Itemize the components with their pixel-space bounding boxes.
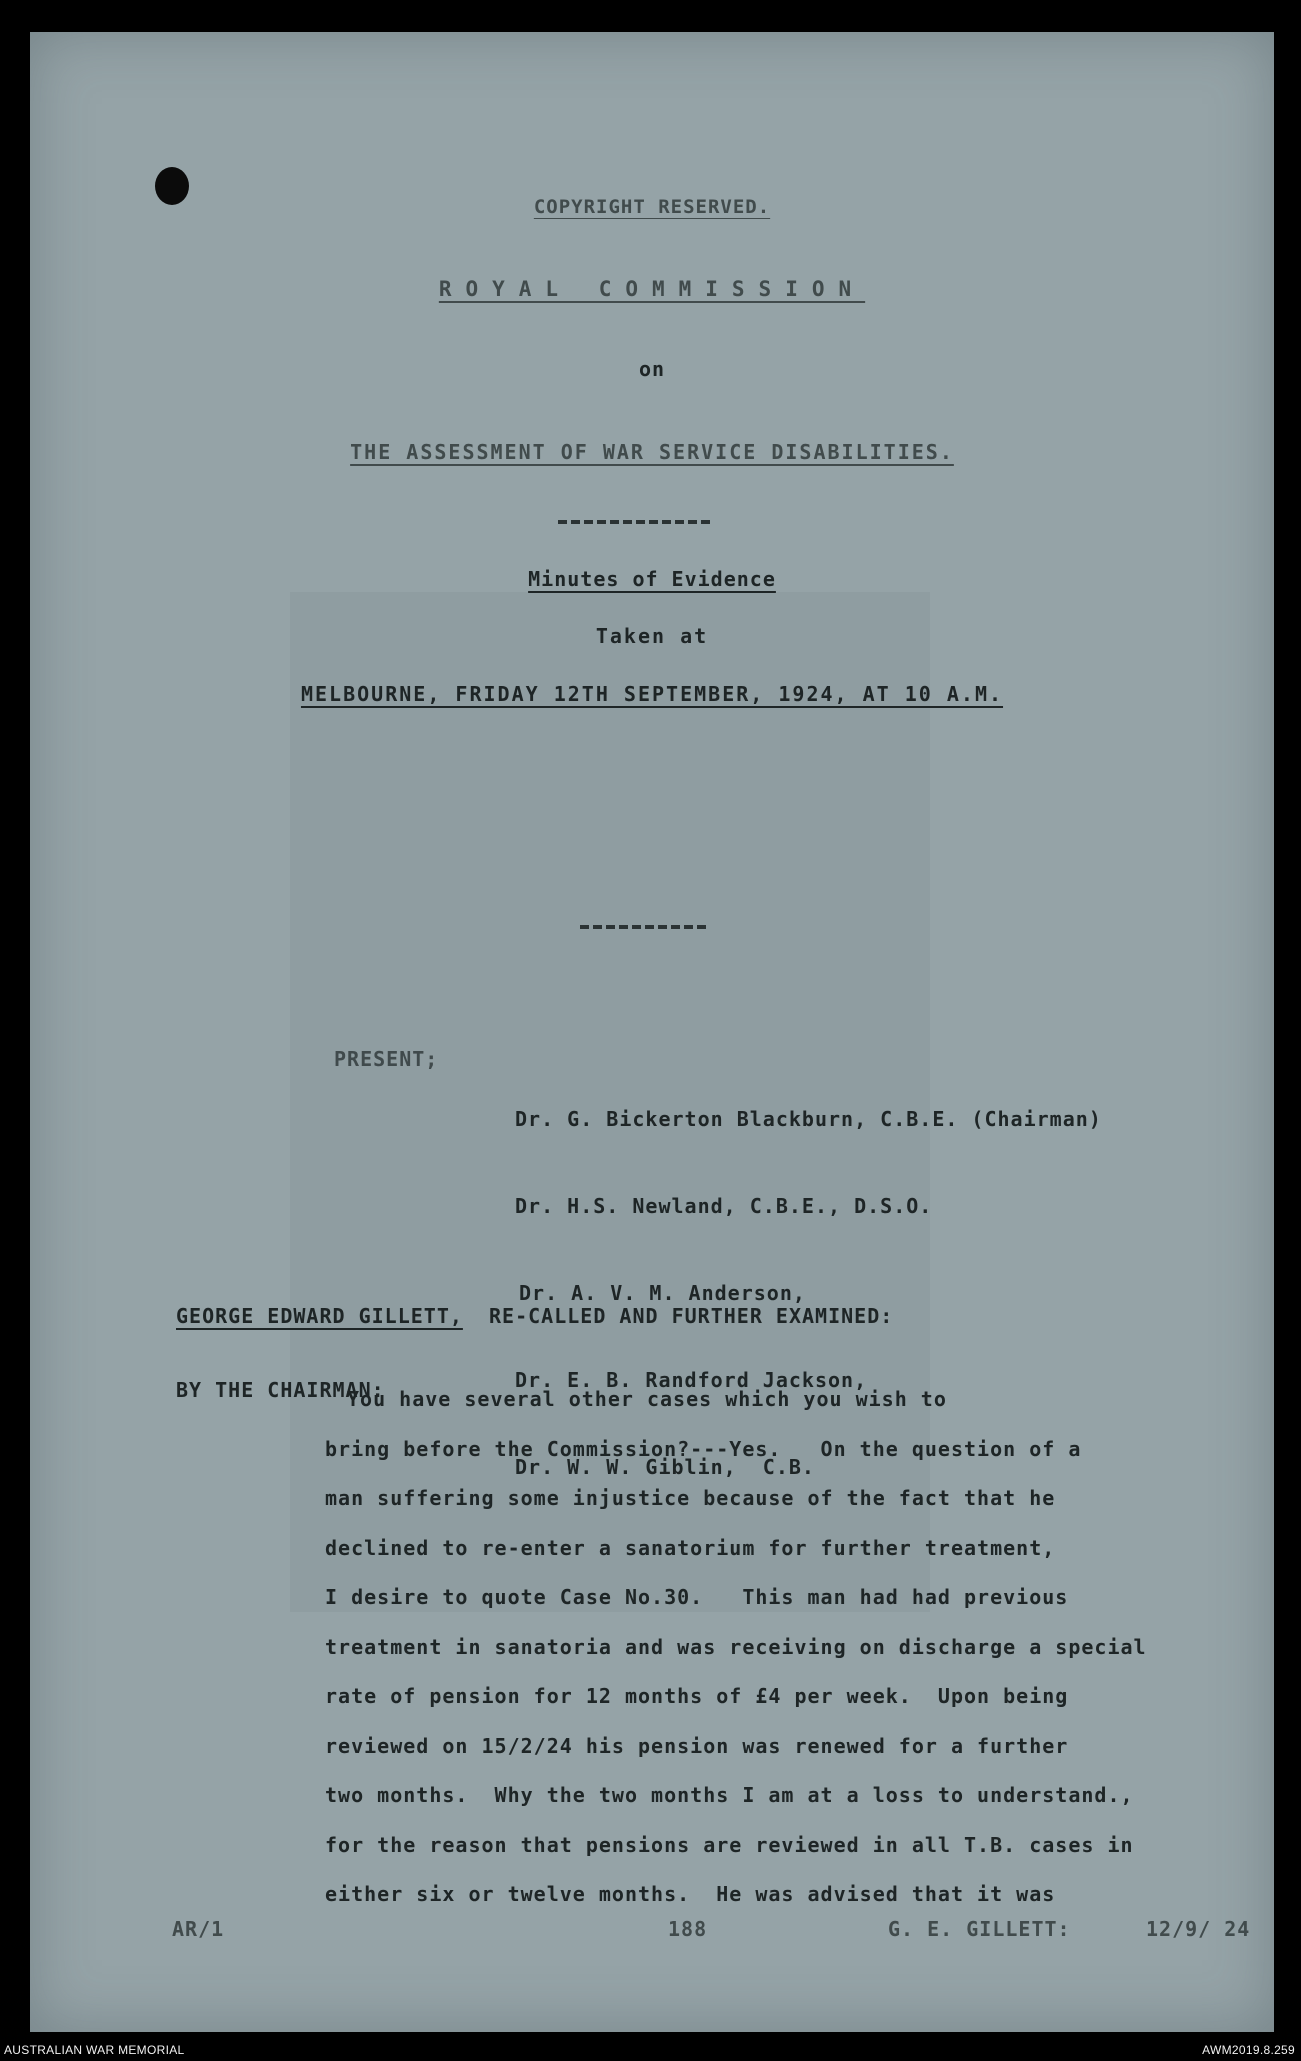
examiner-label: BY THE CHAIRMAN: (176, 1378, 385, 1402)
taken-at: Taken at (595, 624, 709, 648)
witness-status: RE-CALLED AND FURTHER EXAMINED: (489, 1304, 894, 1328)
evidence-line: two months. Why the two months I am at a loss to understand., (325, 1783, 1134, 1807)
evidence-line: reviewed on 15/2/24 his pension was renewed for a further (325, 1733, 1069, 1758)
evidence-line: for the reason that pensions are reviewed in all T.B. cases in (325, 1832, 1134, 1857)
evidence-line: declined to re-enter a sanatorium for further treatment, (325, 1535, 1056, 1560)
evidence-line: I desire to quote Case No.30. This man had had previous (325, 1585, 1069, 1609)
present-member: Dr. H.S. Newland, C.B.E., D.S.O. (515, 1194, 933, 1218)
witness-heading (176, 1304, 893, 1328)
evidence-line: bring before the Commission?---Yes. On the question of a (325, 1436, 1082, 1461)
evidence-line: either six or twelve months. He was advised that it was (325, 1882, 1056, 1906)
evidence-text (325, 1375, 1274, 1920)
evidence-line: You have several other cases which you wish to (347, 1387, 947, 1411)
commission-title: ROYAL COMMISSION (438, 277, 866, 301)
present-member: Dr. A. V. M. Anderson, (519, 1281, 806, 1305)
footer-reference: AR/1 (172, 1917, 225, 1941)
minutes-heading: Minutes of Evidence (528, 567, 776, 591)
footer-witness: G. E. GILLETT: (888, 1917, 1071, 1941)
present-member: Dr. G. Bickerton Blackburn, C.B.E. (Chairman) (515, 1107, 1102, 1131)
separator-line (558, 520, 710, 524)
present-member: Dr. W. W. Giblin, C.B. (515, 1455, 815, 1479)
copyright-notice: COPYRIGHT RESERVED. (533, 196, 771, 218)
on-word: on (638, 357, 666, 381)
evidence-line: man suffering some injustice because of the fact that he (325, 1486, 1056, 1510)
archive-caption: AUSTRALIAN WAR MEMORIAL (4, 2043, 185, 2057)
footer-date: 12/9/ 24 (1146, 1917, 1251, 1941)
inquiry-subject: THE ASSESSMENT OF WAR SERVICE DISABILITIES. (350, 440, 954, 464)
present-member: Dr. E. B. Randford Jackson, (515, 1368, 868, 1392)
present-label: PRESENT; (334, 1047, 439, 1071)
separator-line (580, 925, 708, 929)
page-number: 188 (668, 1917, 708, 1941)
accession-number: AWM2019.8.259 (1202, 2043, 1295, 2057)
evidence-line: treatment in sanatoria and was receiving on discharge a special (325, 1634, 1147, 1659)
typed-page (30, 32, 1274, 2032)
place-date: MELBOURNE, FRIDAY 12TH SEPTEMBER, 1924, AT 10 A.M. (300, 682, 1004, 706)
witness-name: GEORGE EDWARD GILLETT, (176, 1304, 463, 1328)
evidence-line: rate of pension for 12 months of £4 per week. Upon being (325, 1684, 1069, 1708)
